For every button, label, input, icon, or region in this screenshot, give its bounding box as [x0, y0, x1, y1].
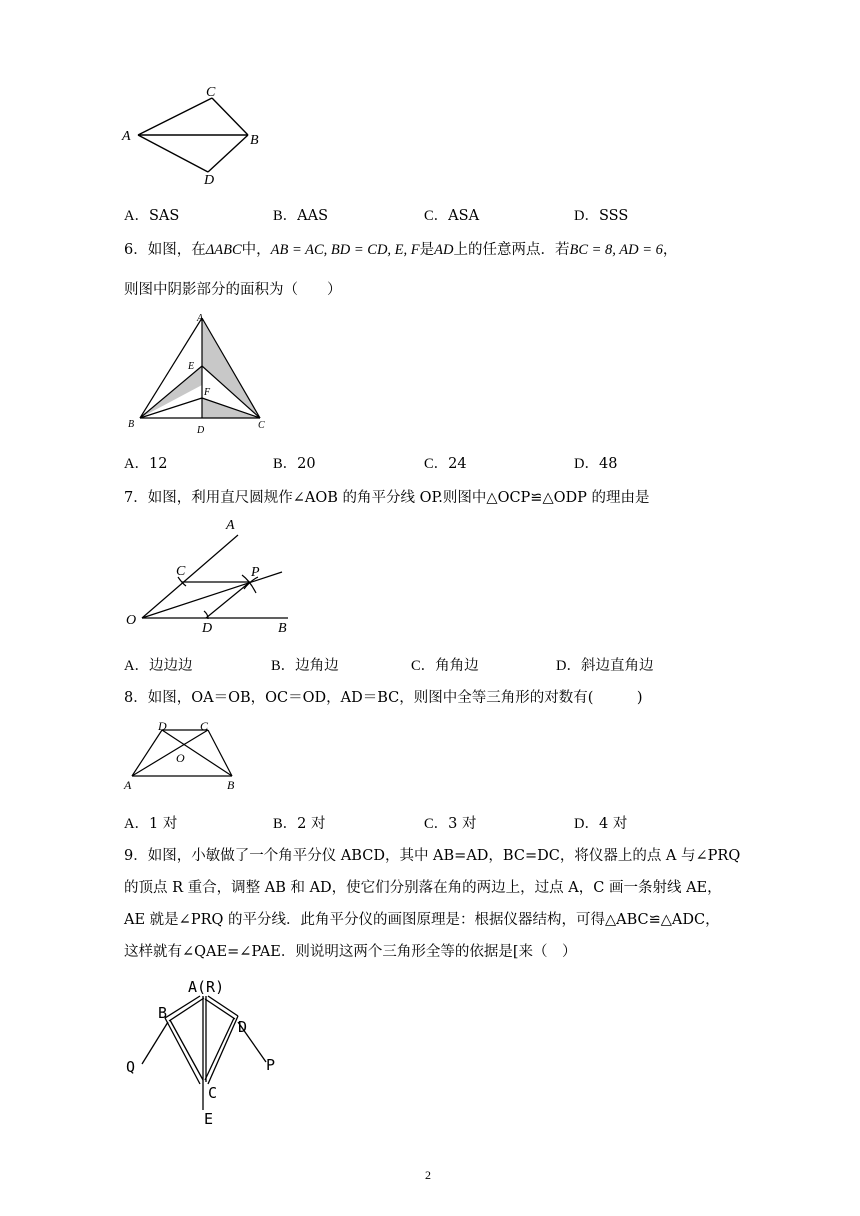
q8-label-c: C: [200, 719, 209, 733]
q6-label-f: F: [204, 387, 211, 398]
q8-label-d: D: [158, 719, 167, 733]
q6-label-d: D: [197, 425, 205, 436]
q8-label-o: O: [176, 751, 185, 765]
q6-figure: [120, 310, 280, 440]
q9-figure: [120, 972, 300, 1132]
q7-option-b: B．边角边: [271, 658, 339, 674]
q8-figure: [120, 718, 250, 798]
q5-label-b: B: [250, 133, 259, 148]
q7-label-d: D: [202, 621, 213, 636]
q6-label-c: C: [258, 420, 265, 431]
q7-label-p: P: [251, 565, 260, 580]
q8-option-a: A．1 对: [124, 816, 178, 832]
q9-label-p: P: [266, 1056, 276, 1074]
q8-question-line1: 8．如图，OA＝OB，OC＝OD，AD＝BC，则图中全等三角形的对数有( ): [124, 690, 643, 706]
q6-option-b: B．20: [273, 456, 316, 472]
q8-label-b: B: [227, 778, 235, 792]
q6-option-c: C．24: [424, 456, 467, 472]
q7-option-a: A．边边边: [124, 658, 193, 674]
q5-label-c: C: [206, 85, 216, 100]
q7-option-c: C．角角边: [411, 658, 479, 674]
q9-label-d: D: [238, 1018, 248, 1036]
q5-label-a: A: [122, 129, 131, 144]
q6-label-e: E: [188, 361, 195, 372]
q9-label-c: C: [208, 1084, 218, 1102]
q9-question-line4: 这样就有∠QAE=∠PAE．则说明这两个三角形全等的依据是[来（ ）: [124, 944, 577, 960]
q7-label-o: O: [126, 613, 137, 628]
q6-label-a: A: [197, 313, 204, 324]
q9-label-b: B: [158, 1004, 168, 1022]
q5-option-a: A．SAS: [124, 208, 180, 224]
q6-question-line1: 6．如图，在ΔABC中，AB = AC, BD = CD, E, F是AD上的任意两点．若BC = 8, AD = 6，: [124, 242, 678, 258]
q9-question-line2: 的顶点 R 重合，调整 AB 和 AD，使它们分别落在角的两边上，过点 A，C 画一条射线 AE，: [124, 880, 722, 896]
q8-option-b: B．2 对: [273, 816, 326, 832]
q5-figure: [120, 80, 270, 190]
page-number: 2: [425, 1168, 431, 1182]
q7-question-line1: 7．如图，利用直尺圆规作∠AOB 的角平分线 OP.则图中△OCP≌△ODP 的理由是: [124, 490, 650, 506]
q5-option-d: D．SSS: [574, 208, 629, 224]
q9-label-e: E: [204, 1110, 214, 1128]
q9-label-q: Q: [126, 1058, 136, 1076]
q7-figure: [120, 515, 300, 640]
q7-option-d: D．斜边直角边: [556, 658, 654, 674]
q9-question-line3: AE 就是∠PRQ 的平分线．此角平分仪的画图原理是：根据仪器结构，可得△ABC≌△ADC，: [124, 912, 720, 928]
q8-option-c: C．3 对: [424, 816, 477, 832]
q6-option-a: A．12: [124, 456, 168, 472]
q5-option-c: C．ASA: [424, 208, 480, 224]
q8-option-d: D．4 对: [574, 816, 628, 832]
q7-label-b: B: [278, 621, 287, 636]
q5-label-d: D: [204, 173, 215, 188]
q6-option-d: D．48: [574, 456, 618, 472]
q8-label-a: A: [124, 778, 132, 792]
q7-label-a: A: [226, 518, 235, 533]
q5-option-b: B．AAS: [273, 208, 329, 224]
q6-question-line2: 则图中阴影部分的面积为（ ）: [124, 282, 342, 298]
q7-label-c: C: [176, 564, 186, 579]
q9-question-line1: 9．如图，小敏做了一个角平分仪 ABCD，其中 AB=AD，BC=DC，将仪器上的点 A 与∠PRQ: [124, 848, 741, 864]
q9-label-ar: A(R): [188, 978, 225, 996]
q6-label-b: B: [128, 419, 135, 430]
